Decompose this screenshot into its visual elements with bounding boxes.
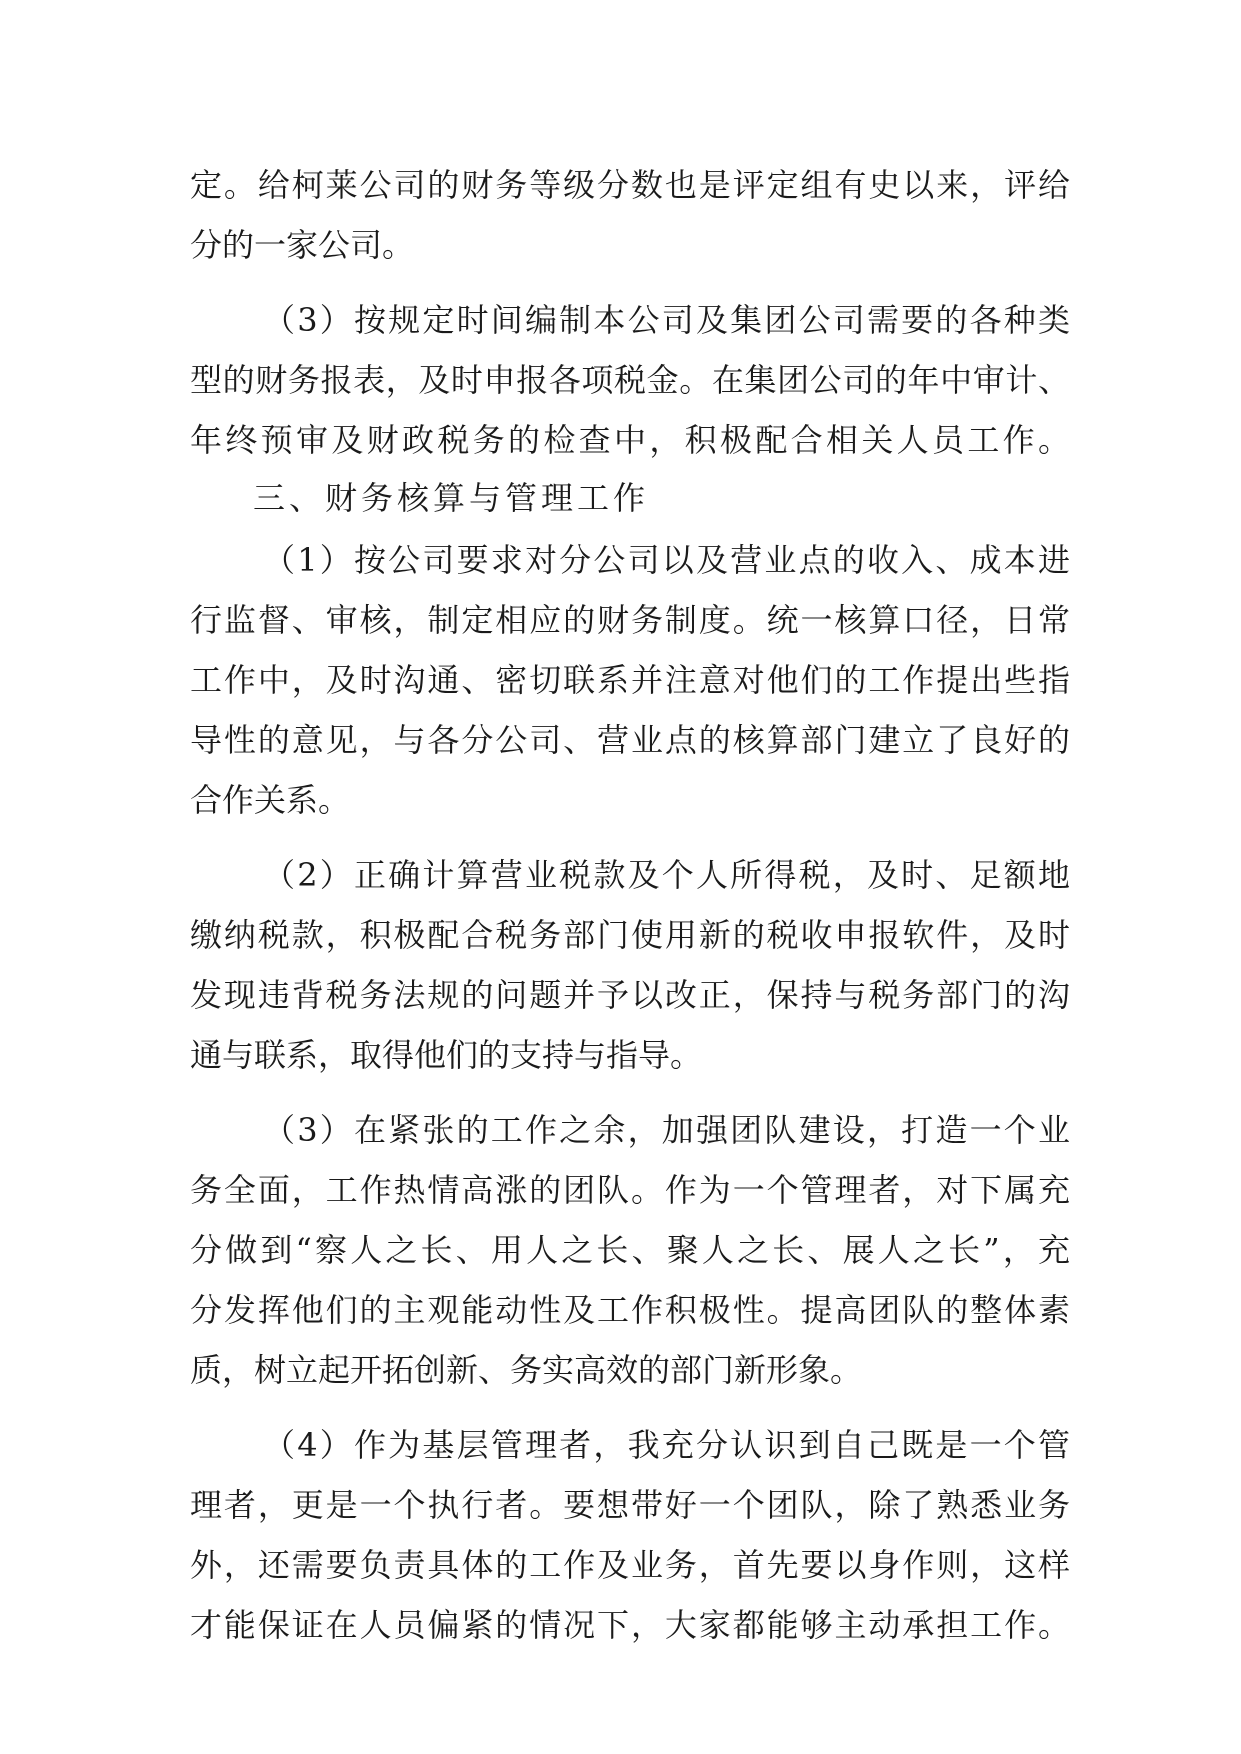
text-line: 才能保证在人员偏紧的情况下，大家都能够主动承担工作。 bbox=[190, 1606, 1070, 1644]
text-line: （1）按公司要求对分公司以及营业点的收入、成本进 bbox=[263, 541, 1070, 579]
text-line: 定。给柯莱公司的财务等级分数也是评定组有史以来，评给 bbox=[190, 166, 1070, 204]
text-line: 分发挥他们的主观能动性及工作积极性。提高团队的整体素 bbox=[190, 1291, 1070, 1329]
text-line: 工作中，及时沟通、密切联系并注意对他们的工作提出些指 bbox=[190, 661, 1070, 699]
text-line: 合作关系。 bbox=[190, 781, 351, 819]
text-line: 年终预审及财政税务的检查中，积极配合相关人员工作。 bbox=[190, 421, 1070, 459]
text-line: 型的财务报表，及时申报各项税金。在集团公司的年中审计、 bbox=[190, 361, 1070, 399]
text-line: 分做到“察人之长、用人之长、聚人之长、展人之长”，充 bbox=[190, 1231, 1070, 1269]
text-line: 务全面，工作热情高涨的团队。作为一个管理者，对下属充 bbox=[190, 1171, 1070, 1209]
text-line: （4）作为基层管理者，我充分认识到自己既是一个管 bbox=[263, 1426, 1070, 1464]
text-line: 外，还需要负责具体的工作及业务，首先要以身作则，这样 bbox=[190, 1546, 1070, 1584]
text-line: 通与联系，取得他们的支持与指导。 bbox=[190, 1036, 703, 1074]
text-line: 理者，更是一个执行者。要想带好一个团队，除了熟悉业务 bbox=[190, 1486, 1070, 1524]
text-line: 行监督、审核，制定相应的财务制度。统一核算口径，日常 bbox=[190, 601, 1070, 639]
text-line: （3）在紧张的工作之余，加强团队建设，打造一个业 bbox=[263, 1111, 1070, 1149]
text-line: （2）正确计算营业税款及个人所得税，及时、足额地 bbox=[263, 856, 1070, 894]
text-line: 发现违背税务法规的问题并予以改正，保持与税务部门的沟 bbox=[190, 976, 1070, 1014]
text-line: 缴纳税款，积极配合税务部门使用新的税收申报软件，及时 bbox=[190, 916, 1070, 954]
section-heading: 三、财务核算与管理工作 bbox=[253, 479, 650, 517]
text-line: 质，树立起开拓创新、务实高效的部门新形象。 bbox=[190, 1351, 863, 1389]
text-line: 导性的意见，与各分公司、营业点的核算部门建立了良好的 bbox=[190, 721, 1070, 759]
text-line: 分的一家公司。 bbox=[190, 226, 415, 264]
text-line: （3）按规定时间编制本公司及集团公司需要的各种类 bbox=[263, 301, 1070, 339]
